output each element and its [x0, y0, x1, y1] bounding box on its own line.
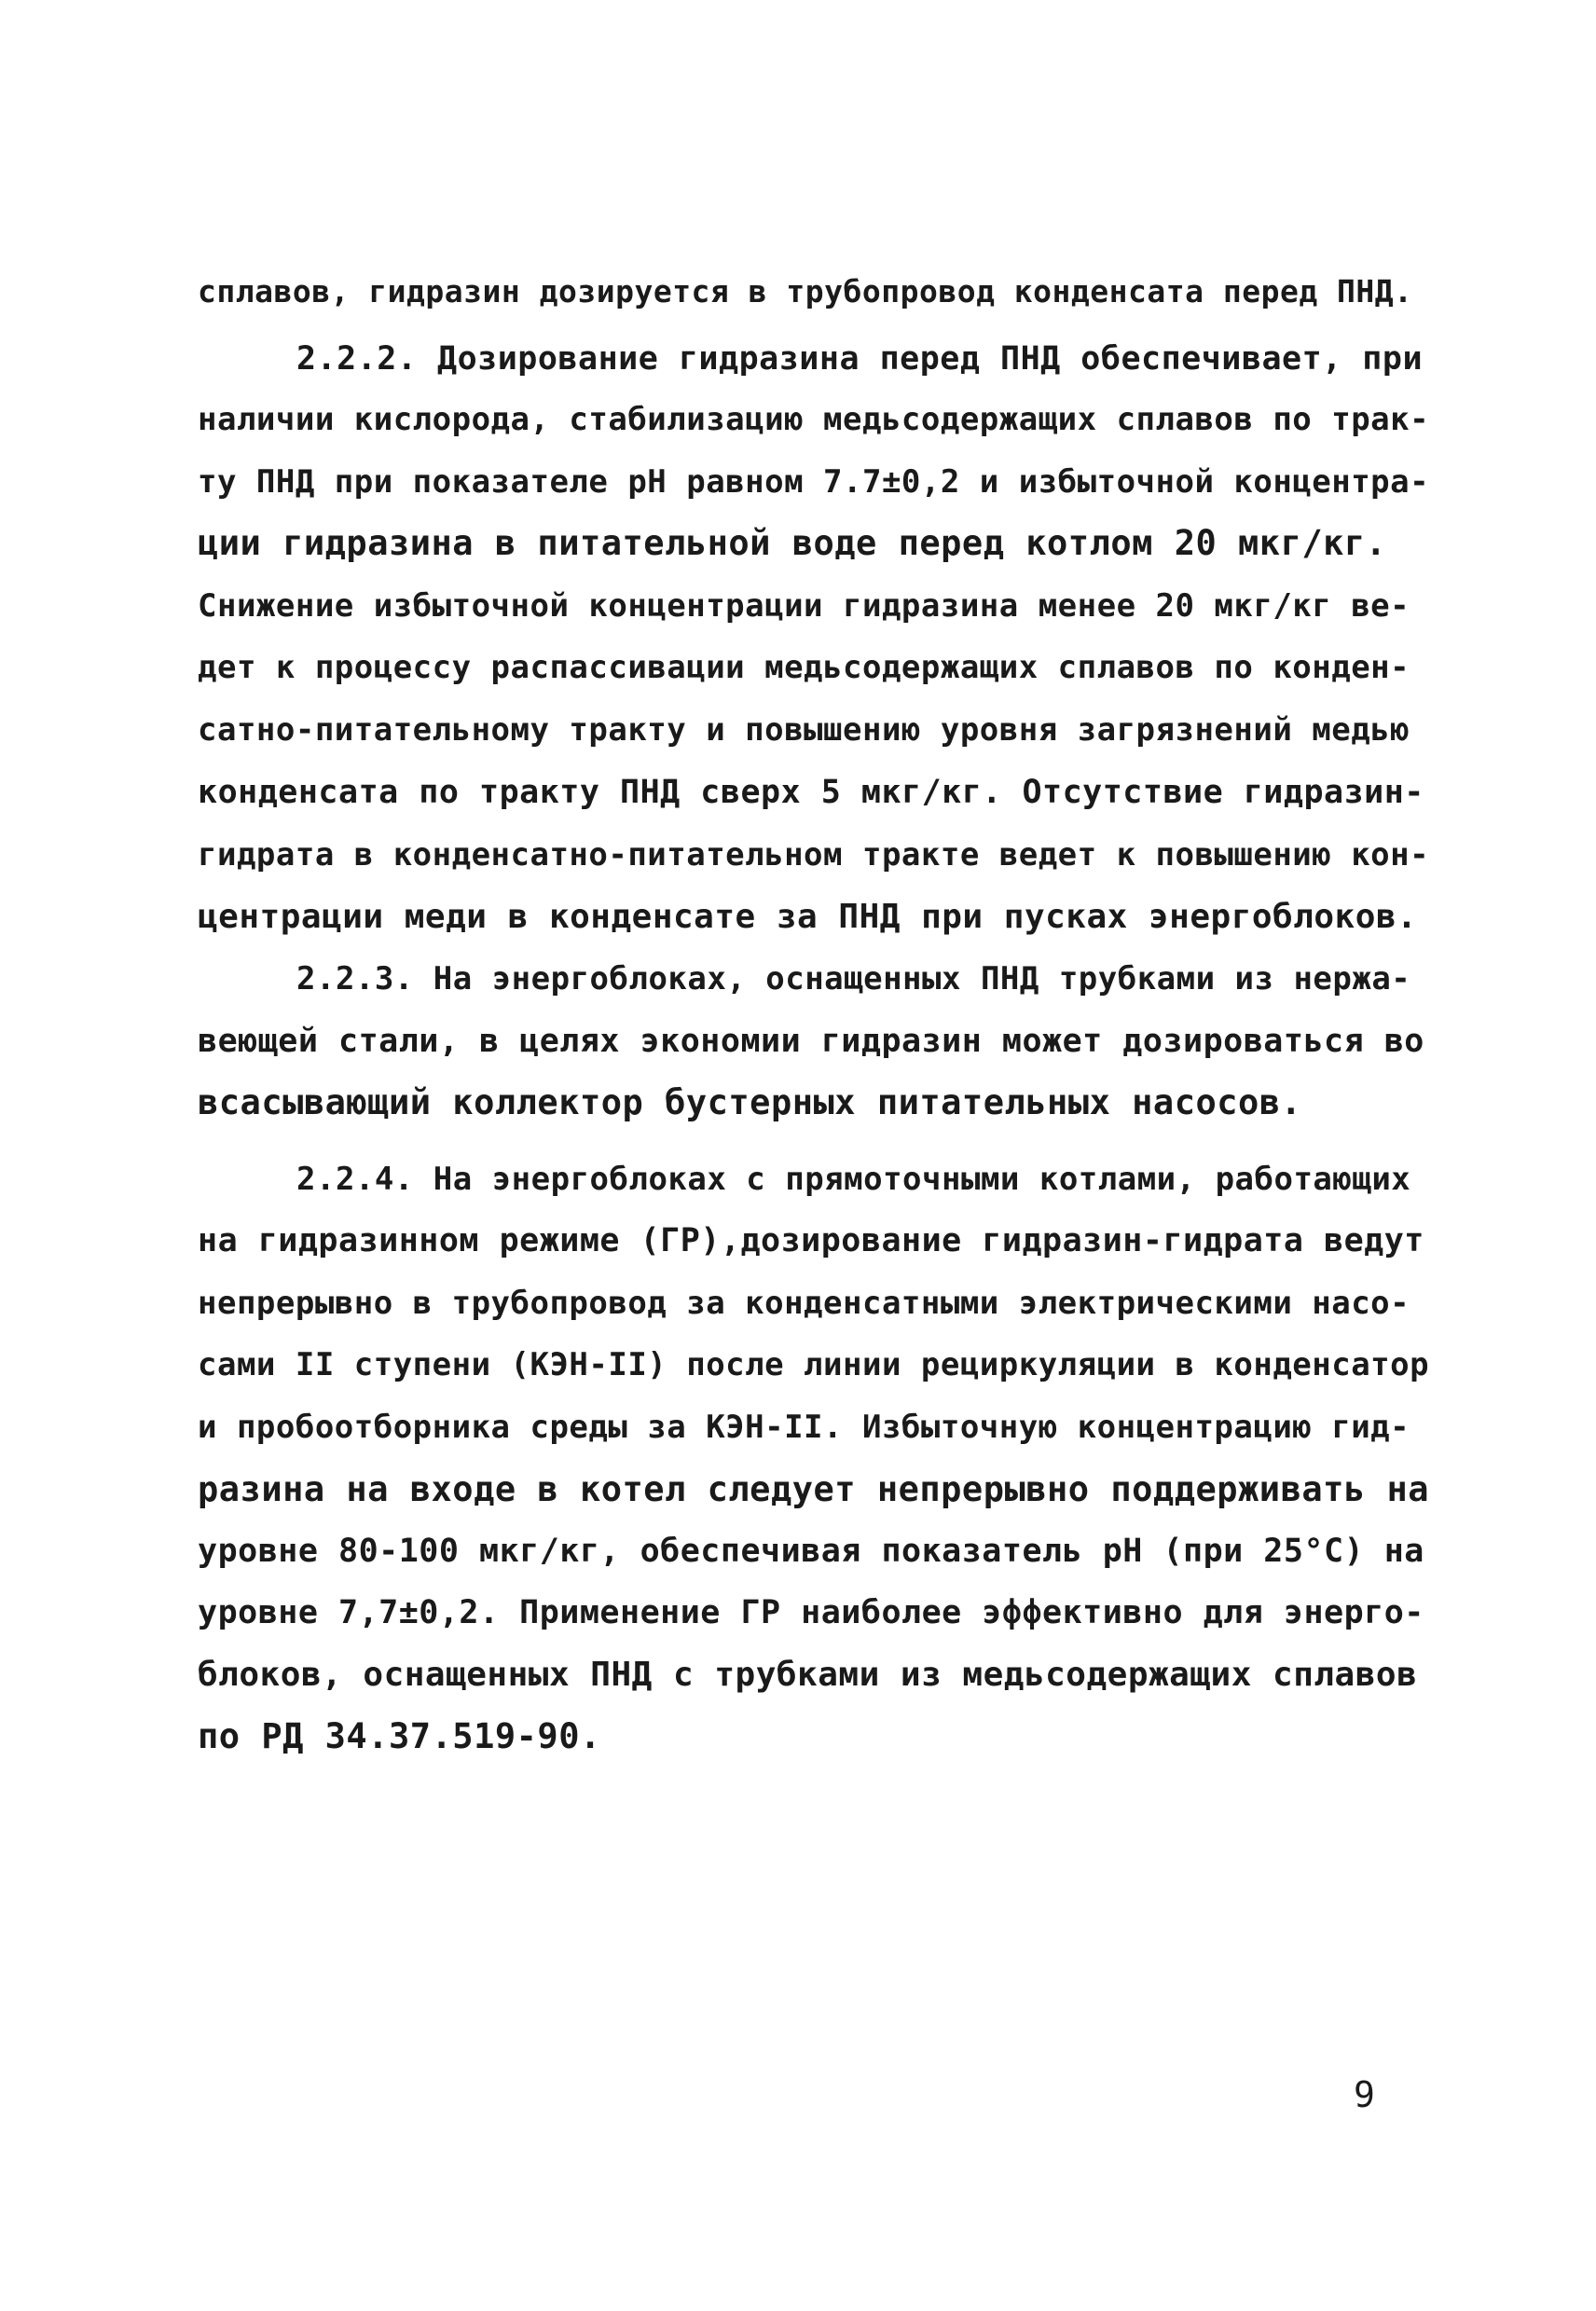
text-line: на гидразинном режиме (ГР),дозирование гидразин-гидрата ведут: [198, 1222, 1424, 1259]
text-line: веющей стали, в целях экономии гидразин может дозироваться во: [198, 1023, 1424, 1060]
text-line: Снижение избыточной концентрации гидразина менее 20 мкг/кг ве-: [198, 587, 1410, 625]
text-line: разина на входе в котел следует непрерывно поддерживать на: [198, 1469, 1430, 1509]
text-line: непрерывно в трубопровод за конденсатными электрическими насо-: [198, 1285, 1410, 1322]
text-line: сплавов, гидразин дозируется в трубопровод конденсата перед ПНД.: [198, 273, 1413, 310]
text-line: сами II ступени (КЭН-II) после линии рециркуляции в конденсатор: [198, 1346, 1430, 1383]
text-line: конденсата по тракту ПНД сверх 5 мкг/кг. Отсутствие гидразин-: [198, 774, 1424, 811]
text-line: наличии кислорода, стабилизацию медьсодержащих сплавов по трак-: [198, 401, 1430, 438]
text-line: и пробоотборника среды за КЭН-II. Избыточную концентрацию гид-: [198, 1409, 1410, 1446]
text-line: 2.2.4. На энергоблоках с прямоточными котлами, работающих: [296, 1161, 1411, 1198]
text-line: дет к процессу распассивации медьсодержащих сплавов по конден-: [198, 649, 1410, 686]
text-line: сатно-питательному тракту и повышению уровня загрязнений медью: [198, 711, 1410, 749]
text-line: ции гидразина в питательной воде перед котлом 20 мкг/кг.: [198, 523, 1387, 563]
text-line: гидрата в конденсатно-питательном тракте ведет к повышению кон-: [198, 836, 1430, 874]
text-line: 2.2.2. Дозирование гидразина перед ПНД обеспечивает, при: [296, 340, 1424, 378]
page-number: 9: [1354, 2074, 1375, 2115]
text-line: уровне 80-100 мкг/кг, обеспечивая показатель рН (при 25°С) на: [198, 1533, 1424, 1570]
text-line: ту ПНД при показателе рН равном 7.7±0,2 и избыточной концентра-: [198, 463, 1430, 501]
text-line: центрации меди в конденсате за ПНД при пусках энергоблоков.: [198, 898, 1418, 936]
text-line: 2.2.3. На энергоблоках, оснащенных ПНД трубками из нержа-: [296, 960, 1411, 997]
text-line: всасывающий коллектор бустерных питательных насосов.: [198, 1082, 1302, 1122]
text-line: по РД 34.37.519-90.: [198, 1716, 601, 1756]
text-line: уровне 7,7±0,2. Применение ГР наиболее эффективно для энерго-: [198, 1594, 1424, 1631]
text-line: блоков, оснащенных ПНД с трубками из медьсодержащих сплавов: [198, 1656, 1418, 1694]
